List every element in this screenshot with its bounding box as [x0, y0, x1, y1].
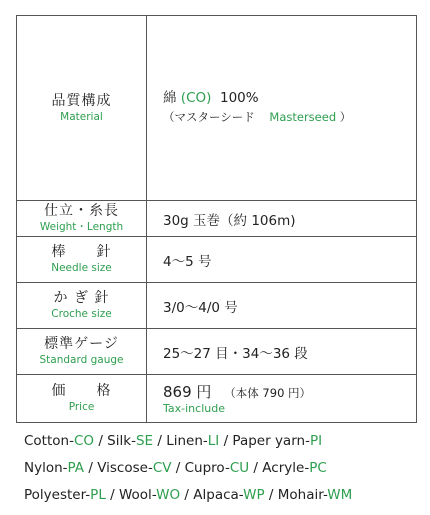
brand-paren-open: （マスターシード: [163, 110, 255, 124]
legend-fiber-code: WO: [156, 487, 181, 503]
legend-dash: -: [131, 433, 136, 449]
label-en: Croche size: [51, 308, 112, 320]
legend-fiber-code: SE: [135, 433, 154, 449]
legend-fiber-name: Wool: [118, 487, 152, 503]
legend-dash: -: [85, 487, 91, 503]
legend-fiber-name: Viscose: [97, 460, 148, 476]
legend-separator: /: [180, 487, 194, 503]
legend-dash: -: [224, 460, 230, 476]
row-standard-gauge: [17, 329, 417, 375]
legend-fiber-name: Alpaca: [193, 487, 239, 503]
label-en: Material: [60, 110, 103, 123]
legend-dash: -: [69, 433, 74, 449]
value-cell: 4〜5 号: [147, 237, 417, 283]
legend-dash: -: [304, 460, 310, 476]
fiber-code-legend: [24, 428, 424, 509]
legend-line: [24, 482, 424, 509]
legend-fiber-code: WP: [243, 487, 265, 503]
row-weight-length: [17, 201, 417, 237]
legend-separator: /: [219, 433, 233, 449]
label-jp: 価 格: [51, 383, 112, 399]
legend-fiber-code: PA: [67, 460, 85, 476]
material-percent: 100%: [219, 90, 259, 106]
material-line: [163, 89, 416, 108]
legend-separator: /: [94, 433, 108, 449]
row-needle-size: [17, 237, 417, 283]
label-jp: か ぎ 針: [53, 290, 110, 306]
label-jp: 標準ゲージ: [44, 336, 119, 352]
legend-fiber-name: Paper yarn: [232, 433, 306, 449]
legend-dash: -: [202, 433, 208, 449]
legend-dash: -: [62, 460, 68, 476]
value-cell: 3/0〜4/0 号: [147, 283, 417, 329]
label-jp: 仕立・糸長: [44, 203, 119, 219]
legend-fiber-code: LI: [207, 433, 220, 449]
legend-fiber-name: Linen: [166, 433, 203, 449]
label-jp: 棒 針: [51, 244, 112, 260]
value-cell: 30g 玉巻（約 106m): [147, 201, 417, 237]
material-brand-line: [163, 108, 416, 127]
brand-paren-close: ）: [339, 110, 352, 124]
label-cell: [17, 329, 147, 375]
row-croche-size: [17, 283, 417, 329]
legend-dash: -: [322, 487, 328, 503]
legend-line: [24, 455, 424, 482]
legend-fiber-code: PL: [90, 487, 106, 503]
label-jp: 品質構成: [51, 92, 112, 109]
legend-fiber-name: Cupro: [184, 460, 225, 476]
label-cell: [17, 375, 147, 423]
price-line: [163, 383, 416, 403]
legend-fiber-code: WM: [327, 487, 353, 503]
legend-separator: /: [249, 460, 263, 476]
legend-fiber-name: Polyester: [24, 487, 86, 503]
legend-dash: -: [305, 433, 310, 449]
legend-fiber-code: PI: [309, 433, 323, 449]
legend-fiber-code: CU: [229, 460, 250, 476]
legend-separator: /: [153, 433, 167, 449]
legend-fiber-code: CV: [152, 460, 172, 476]
brand-name: Masterseed: [269, 110, 337, 124]
value-cell: 25〜27 目・34〜36 段: [147, 329, 417, 375]
legend-fiber-name: Mohair: [277, 487, 323, 503]
label-cell: [17, 237, 147, 283]
label-en: Price: [68, 401, 95, 413]
label-cell: [17, 201, 147, 237]
legend-fiber-name: Acryle: [262, 460, 305, 476]
row-price: [17, 375, 417, 423]
legend-dash: -: [151, 487, 157, 503]
legend-fiber-code: CO: [73, 433, 95, 449]
legend-dash: -: [147, 460, 153, 476]
value-cell: [147, 375, 417, 423]
legend-separator: /: [105, 487, 119, 503]
row-material: [17, 16, 417, 201]
spec-table: [16, 15, 417, 423]
legend-fiber-code: PC: [309, 460, 327, 476]
label-cell: [17, 16, 147, 201]
legend-fiber-name: Cotton: [24, 433, 70, 449]
label-en: Weight・Length: [39, 221, 124, 233]
legend-line: [24, 428, 424, 455]
legend-fiber-name: Nylon: [24, 460, 63, 476]
price-base: （本体 790 円）: [224, 385, 312, 400]
material-code: (CO): [180, 90, 212, 106]
label-cell: [17, 283, 147, 329]
value-cell: [147, 16, 417, 201]
legend-separator: /: [171, 460, 185, 476]
label-en: Standard gauge: [39, 354, 124, 366]
legend-fiber-name: Silk: [107, 433, 132, 449]
price-amount: 869 円: [163, 382, 212, 401]
legend-dash: -: [238, 487, 244, 503]
material-fiber: 綿: [163, 90, 177, 106]
legend-separator: /: [84, 460, 98, 476]
legend-separator: /: [264, 487, 278, 503]
tax-include: Tax-include: [163, 401, 225, 415]
label-en: Needle size: [51, 262, 112, 274]
